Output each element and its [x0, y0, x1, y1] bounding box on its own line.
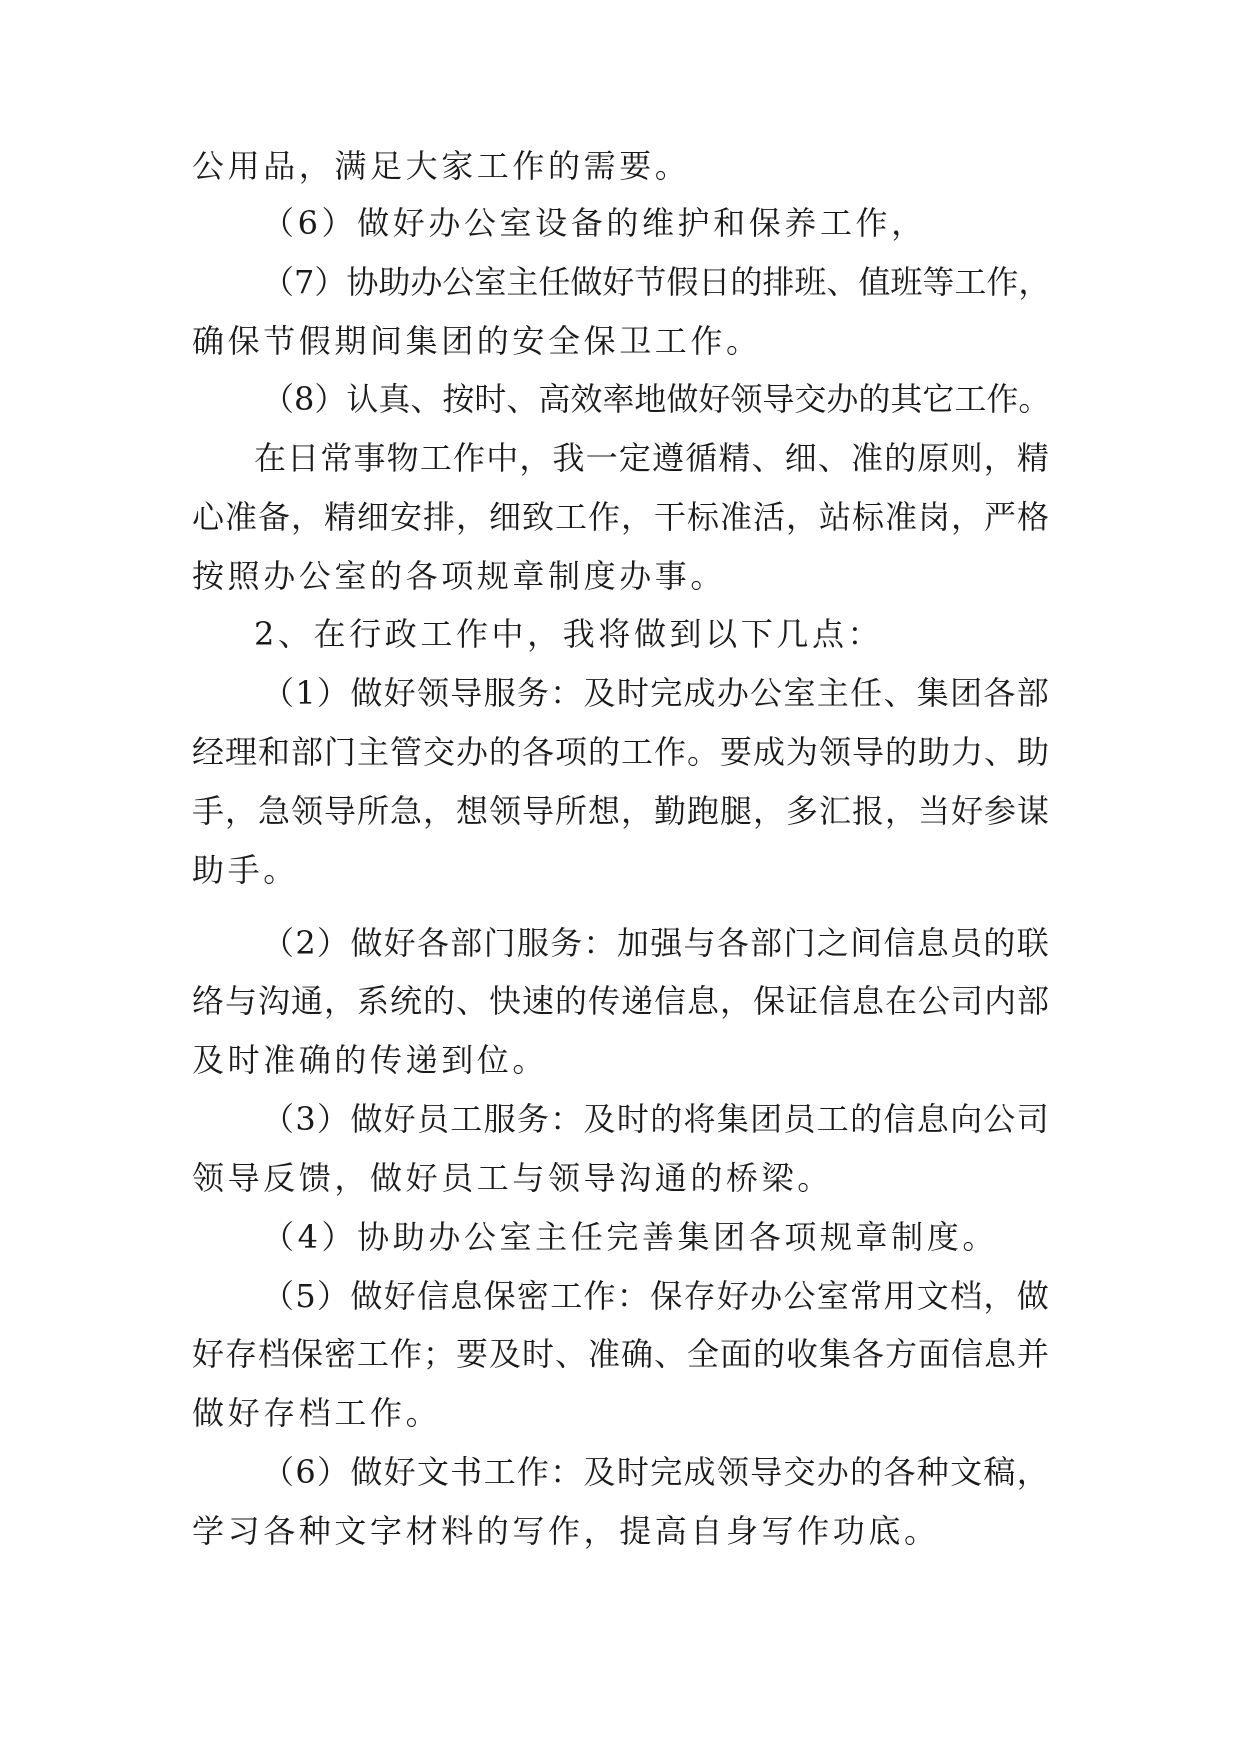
- text-line: 经理和部门主管交办的各项的工作。要成为领导的助力、助: [192, 733, 1051, 771]
- text-line: 做好存档工作。: [192, 1394, 442, 1432]
- text-line: 公用品，满足大家工作的需要。: [192, 147, 691, 185]
- text-line: （5）做好信息保密工作：保存好办公室常用文档，做: [262, 1277, 1051, 1315]
- text-line: 手，急领导所急，想领导所想，勤跑腿，多汇报，当好参谋: [192, 792, 1051, 830]
- text-line: （6）做好文书工作：及时完成领导交办的各种文稿，: [262, 1453, 1051, 1491]
- text-line: （1）做好领导服务：及时完成办公室主任、集团各部: [262, 674, 1051, 712]
- text-line: （3）做好员工服务：及时的将集团员工的信息向公司: [262, 1100, 1051, 1138]
- text-line: 及时准确的传递到位。: [192, 1041, 549, 1079]
- text-line: （6）做好办公室设备的维护和保养工作，: [262, 204, 927, 242]
- text-line: （7）协助办公室主任做好节假日的排班、值班等工作，: [262, 263, 1051, 301]
- text-line: 确保节假期间集团的安全保卫工作。: [192, 322, 762, 360]
- text-line: 络与沟通，系统的、快速的传递信息，保证信息在公司内部: [192, 982, 1051, 1020]
- text-line: 按照办公室的各项规章制度办事。: [192, 557, 727, 595]
- text-line: 领导反馈，做好员工与领导沟通的桥梁。: [192, 1159, 833, 1197]
- text-line: （8）认真、按时、高效率地做好领导交办的其它工作。: [262, 380, 1051, 418]
- text-line: 好存档保密工作；要及时、准确、全面的收集各方面信息并: [192, 1335, 1051, 1373]
- text-line: （2）做好各部门服务：加强与各部门之间信息员的联: [262, 924, 1051, 962]
- text-line: 2、在行政工作中，我将做到以下几点：: [254, 615, 884, 653]
- text-line: 助手。: [192, 851, 299, 889]
- text-line: （4）协助办公室主任完善集团各项规章制度。: [262, 1218, 998, 1256]
- text-line: 在日常事物工作中，我一定遵循精、细、准的原则，精: [254, 439, 1051, 477]
- text-line: 学习各种文字材料的写作，提高自身写作功底。: [192, 1512, 940, 1550]
- text-line: 心准备，精细安排，细致工作，干标准活，站标准岗，严格: [192, 498, 1051, 536]
